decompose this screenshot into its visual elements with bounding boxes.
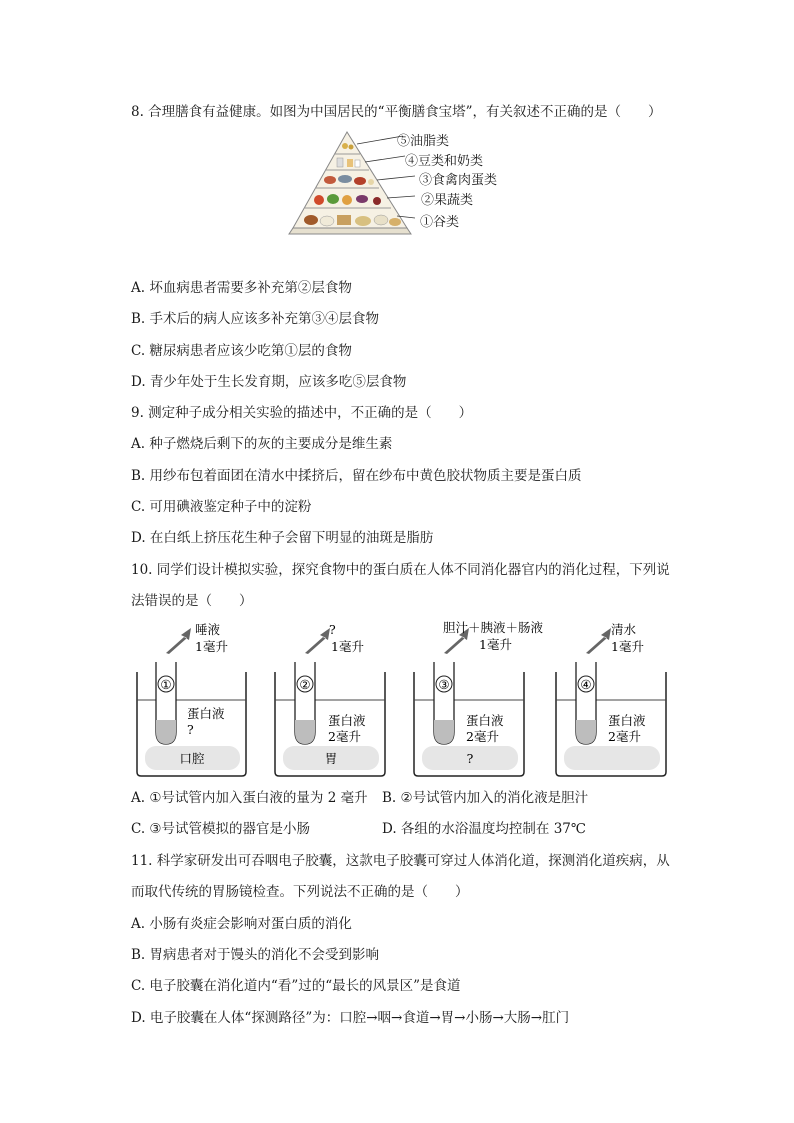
q11-stem-line2: 而取代传统的胃肠镜检查。下列说法不正确的是（ ） [131,884,469,900]
beaker4-content-volume: 2毫升 [608,729,641,744]
q10-option-b: B. ②号试管内加入的消化液是胆汁 [382,790,589,806]
pyramid-label-4: ④豆类和奶类 [405,154,484,169]
q9-option-a: A. 种子燃烧后剩下的灰的主要成分是维生素 [131,436,393,452]
q11-option-a: A. 小肠有炎症会影响对蛋白质的消化 [131,916,352,932]
q10-stem-line2: 法错误的是（ ） [131,593,253,609]
beaker3-organ-label: ? [466,751,474,766]
beaker1-content-label: 蛋白液 [187,706,225,721]
beaker2-content-volume: 2毫升 [328,729,361,744]
q10-option-d: D. 各组的水浴温度均控制在 37℃ [382,821,586,837]
tube-number-3: ③ [438,677,450,692]
pyramid-label-1: ①谷类 [420,215,460,230]
beaker3-content-label: 蛋白液 [466,713,504,728]
q11-stem-line1: 11. 科学家研发出可吞咽电子胶囊，这款电子胶囊可穿过人体消化道，探测消化道疾病，从 [131,853,670,869]
q10-stem-line1: 10. 同学们设计模拟实验，探究食物中的蛋白质在人体不同消化器官内的消化过程，下列说 [131,562,670,578]
q11-option-d: D. 电子胶囊在人体“探测路径”为：口腔→咽→食道→胃→小肠→大肠→肛门 [131,1010,570,1026]
q9-stem: 9. 测定种子成分相关实验的描述中，不正确的是（ ） [131,405,473,421]
q8-option-c: C. 糖尿病患者应该少吃第①层的食物 [131,343,352,359]
beaker4-add-label: 清水 [611,622,637,637]
beaker3-add-label: 胆汁＋胰液＋肠液 [443,620,544,635]
beaker2-content-label: 蛋白液 [328,713,366,728]
q8-option-b: B. 手术后的病人应该多补充第③④层食物 [131,311,380,327]
pyramid-label-2: ②果蔬类 [421,193,474,208]
beaker3-add-volume: 1毫升 [479,637,512,652]
q10-option-c: C. ③号试管模拟的器官是小肠 [131,821,311,837]
food-pyramid-figure [285,130,415,244]
beaker2-add-volume: 1毫升 [331,639,364,654]
beaker2-add-label: ? [329,622,336,637]
q11-option-c: C. 电子胶囊在消化道内“看”过的“最长的风景区”是食道 [131,978,461,994]
q10-option-a: A. ①号试管内加入蛋白液的量为 2 毫升 [131,790,368,806]
experiment-drawing [125,620,685,780]
q8-option-d: D. 青少年处于生长发育期，应该多吃⑤层食物 [131,374,407,390]
pyramid-label-5: ⑤油脂类 [397,134,450,149]
beaker1-content-volume: ? [187,722,194,737]
q11-option-b: B. 胃病患者对于馒头的消化不会受到影响 [131,947,380,963]
tube-number-2: ② [299,677,311,692]
tube-number-1: ① [160,677,172,692]
q9-option-b: B. 用纱布包着面团在清水中揉挤后，留在纱布中黄色胶状物质主要是蛋白质 [131,468,582,484]
beaker1-organ-label: 口腔 [179,751,205,766]
q8-stem: 8. 合理膳食有益健康。如图为中国居民的“平衡膳食宝塔”，有关叙述不正确的是（ ） [131,104,662,120]
digestion-experiment-figure [125,620,685,780]
pyramid-label-3: ③食禽肉蛋类 [419,173,498,188]
pyramid-drawing [285,130,415,240]
q9-option-c: C. 可用碘液鉴定种子中的淀粉 [131,499,312,515]
beaker1-add-label: 唾液 [195,622,221,637]
q9-option-d: D. 在白纸上挤压花生种子会留下明显的油斑是脂肪 [131,530,434,546]
q8-option-a: A. 坏血病患者需要多补充第②层食物 [131,280,352,296]
beaker4-content-label: 蛋白液 [608,713,646,728]
beaker4-add-volume: 1毫升 [611,639,644,654]
beaker2-organ-label: 胃 [324,751,338,766]
beaker3-content-volume: 2毫升 [466,729,499,744]
beaker1-add-volume: 1毫升 [195,639,228,654]
tube-number-4: ④ [580,677,592,692]
